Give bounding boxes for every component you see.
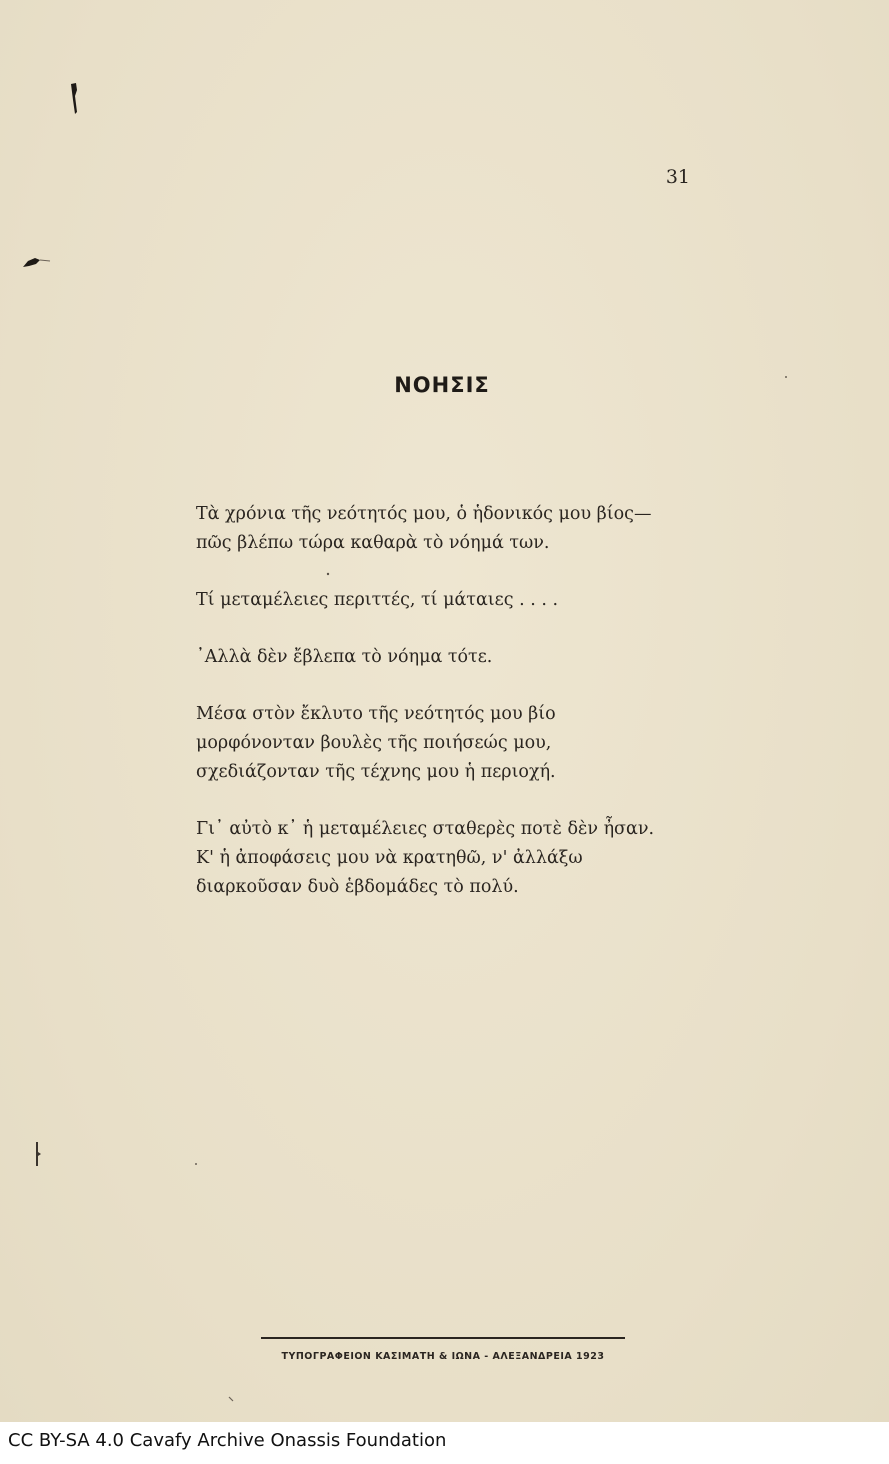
poem-line: Μέσα στὸν ἔκλυτο τῆς νεότητός μου βίο (196, 704, 556, 724)
poem-body (196, 500, 716, 930)
ink-blot-mark (22, 255, 52, 271)
stanza (196, 815, 716, 902)
stanza (196, 500, 716, 558)
printer-imprint: ΤΥΠΟΓΡΑΦΕΙΟΝ ΚΑΣΙΜΑΤΗ & ΙΩΝΑ - ΑΛΕΞΑΝΔΡΕΙΑ 1923 (281, 1351, 605, 1362)
poem-line: Κ' ἡ ἀποφάσεις μου νὰ κρατηθῶ, ν' ἀλλάξω (196, 848, 583, 868)
stanza (196, 586, 716, 615)
dust-speck (228, 1396, 234, 1402)
poem-title: ΝΟΗΣΙΣ (394, 373, 490, 397)
page-number: 31 (665, 166, 690, 188)
stanza (196, 700, 716, 787)
poem-line: μορφόνονταν βουλὲς τῆς ποιήσεώς μου, (196, 733, 552, 753)
stanza (196, 643, 716, 672)
ink-speck-mark (30, 1140, 44, 1170)
poem-line: σχεδιάζονταν τῆς τέχνης μου ἡ περιοχή. (196, 762, 556, 782)
poem-line: ᾿Αλλὰ δὲν ἔβλεπα τὸ νόημα τότε. (196, 647, 493, 667)
dust-speck (194, 1162, 198, 1166)
poem-line: Γι᾿ αὐτὸ κ᾿ ἡ μεταμέλειες σταθερὲς ποτὲ δὲν ἦσαν. (196, 819, 655, 839)
ink-speck-mark (66, 82, 82, 116)
poem-line: Τί μεταμέλειες περιττές, τί μάταιες . . . . (196, 590, 559, 610)
footer-rule (261, 1337, 625, 1339)
poem-line: Τὰ χρόνια τῆς νεότητός μου, ὁ ἡδονικός μου βίος— (196, 504, 652, 524)
poem-line: διαρκοῦσαν δυὸ ἑβδομάδες τὸ πολύ. (196, 877, 519, 897)
license-credit: CC BY-SA 4.0 Cavafy Archive Onassis Foundation (8, 1430, 447, 1451)
poem-line: πῶς βλέπω τώρα καθαρὰ τὸ νόημά των. (196, 533, 550, 553)
